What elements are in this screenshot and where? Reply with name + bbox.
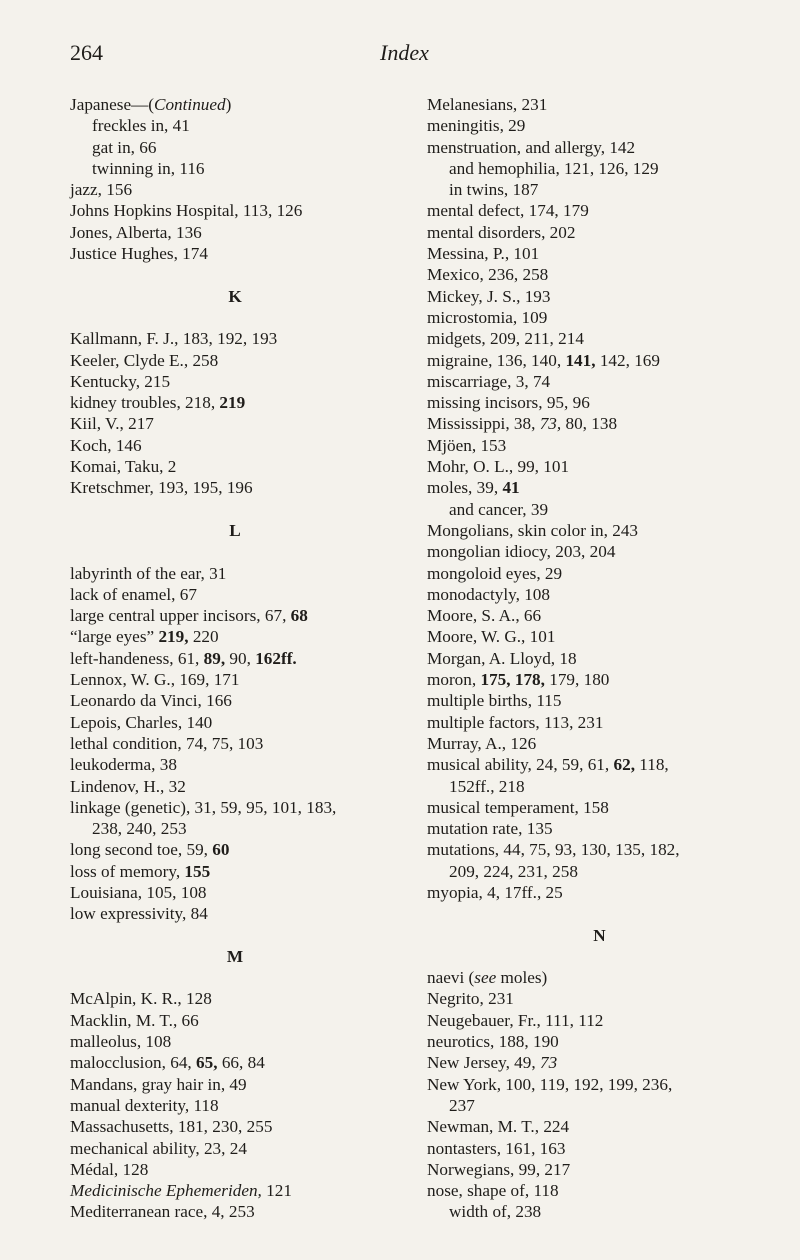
entry-text: Continued [154, 95, 226, 114]
section-letter-heading: K [228, 286, 242, 306]
entry-text: Mississippi, 38, [427, 414, 540, 434]
entry-text: Leonardo da Vinci, 166 [70, 691, 232, 711]
index-entry [427, 839, 772, 860]
section-spacer [70, 307, 400, 328]
entry-text: 80, 138 [561, 414, 618, 434]
entry-text: 89, [203, 648, 226, 668]
section-spacer [427, 946, 772, 967]
entry-text: long second toe, 59, [70, 840, 213, 860]
index-entry [70, 1201, 400, 1222]
entry-text: monodactyly, 108 [427, 584, 550, 604]
index-entry [70, 882, 400, 903]
entry-text: 62, [613, 755, 635, 775]
entry-text: and cancer, 39 [449, 499, 549, 519]
index-entry [427, 754, 772, 775]
entry-text: loss of memory, [70, 861, 185, 881]
entry-text: neurotics, 188, 190 [427, 1032, 559, 1052]
entry-text: Messina, P., 101 [427, 244, 540, 264]
index-entry [70, 435, 400, 456]
index-entry [427, 1031, 772, 1052]
entry-text: large central upper incisors, 67, [70, 606, 291, 626]
entry-text: “large eyes” [70, 627, 159, 647]
section-letter-heading: L [229, 520, 241, 540]
entry-text: 209, 224, 231, 258 [449, 861, 578, 881]
section-spacer [70, 541, 400, 562]
entry-text: freckles in, 41 [92, 116, 190, 136]
entry-text: 60 [212, 840, 230, 860]
index-entry [427, 967, 772, 988]
index-entry [70, 754, 400, 775]
index-subentry [70, 818, 400, 839]
index-entry [427, 1159, 772, 1180]
entry-text: menstruation, and allergy, 142 [427, 137, 636, 157]
entry-text: musical temperament, 158 [427, 797, 609, 817]
entry-text: Moore, W. G., 101 [427, 627, 556, 647]
entry-text: 142, 169 [595, 350, 660, 370]
entry-text: nose, shape of, 118 [427, 1181, 559, 1201]
entry-text: Johns Hopkins Hospital, 113, 126 [70, 201, 303, 221]
index-entry [70, 456, 400, 477]
entry-text: 73, [539, 414, 562, 434]
entry-text: Lennox, W. G., 169, 171 [70, 670, 240, 690]
entry-text: multiple births, 115 [427, 691, 562, 711]
index-entry [70, 350, 400, 371]
index-entry [70, 669, 400, 690]
entry-text: Lepois, Charles, 140 [70, 712, 213, 732]
entry-text: Mjöen, 153 [427, 435, 507, 455]
index-entry [70, 776, 400, 797]
index-entry [427, 648, 772, 669]
entry-text: New York, 100, 119, 192, 199, 236, [427, 1074, 673, 1094]
entry-text: kidney troubles, 218, [70, 393, 220, 413]
entry-text: 220 [188, 627, 219, 647]
entry-text: and hemophilia, 121, 126, 129 [449, 158, 659, 178]
entry-text: see [474, 968, 497, 988]
index-entry [70, 1074, 400, 1095]
entry-text: Louisiana, 105, 108 [70, 882, 207, 902]
entry-text: Jones, Alberta, 136 [70, 222, 202, 242]
index-entry [427, 222, 772, 243]
index-entry [70, 243, 400, 264]
entry-text: 219, [158, 627, 189, 647]
index-subentry [427, 1201, 772, 1222]
entry-text: 121 [261, 1181, 292, 1201]
entry-text: jazz, 156 [70, 180, 133, 200]
entry-text: width of, 238 [449, 1202, 542, 1222]
index-entry [427, 669, 772, 690]
entry-text: Massachusetts, 181, 230, 255 [70, 1117, 273, 1137]
entry-text: 219 [219, 393, 246, 413]
entry-text: twinning in, 116 [92, 158, 205, 178]
entry-text: Japanese—( [70, 95, 154, 114]
entry-text: mechanical ability, 23, 24 [70, 1138, 247, 1158]
index-entry [70, 200, 400, 221]
index-entry [70, 477, 400, 498]
index-entry [70, 179, 400, 200]
index-entry [70, 328, 400, 349]
entry-text: manual dexterity, 118 [70, 1095, 219, 1115]
index-entry [427, 797, 772, 818]
index-entry [70, 1031, 400, 1052]
index-entry [70, 903, 400, 924]
entry-text: Komai, Taku, 2 [70, 457, 177, 477]
section-letter-heading: M [226, 946, 244, 966]
index-entry [70, 1159, 400, 1180]
index-entry [70, 988, 400, 1009]
index-column-left [70, 94, 400, 1223]
entry-text: Kretschmer, 193, 195, 196 [70, 478, 253, 498]
index-entry [427, 1180, 772, 1201]
index-entry [70, 94, 400, 115]
entry-text: Morgan, A. Lloyd, 18 [427, 648, 577, 668]
entry-text: left-handeness, 61, [70, 648, 204, 668]
entry-text: migraine, 136, 140, [427, 350, 566, 370]
index-entry [427, 520, 772, 541]
entry-text: 162ff. [255, 648, 297, 668]
index-entry [427, 563, 772, 584]
index-entry [427, 264, 772, 285]
entry-text: nontasters, 161, 163 [427, 1138, 566, 1158]
entry-text: Melanesians, 231 [427, 95, 548, 114]
entry-text: naevi ( [427, 968, 475, 988]
index-entry [427, 243, 772, 264]
entry-text: Mickey, J. S., 193 [427, 286, 551, 306]
index-entry [70, 1116, 400, 1137]
index-entry [427, 712, 772, 733]
index-entry [427, 1116, 772, 1137]
entry-text: myopia, 4, 17ff., 25 [427, 882, 563, 902]
index-subentry [427, 1095, 772, 1116]
entry-text: musical ability, 24, 59, 61, [427, 755, 614, 775]
page-header [70, 40, 710, 76]
index-entry [427, 435, 772, 456]
index-entry [427, 137, 772, 158]
entry-text: New Jersey, 49, [427, 1053, 540, 1073]
index-entry [70, 797, 400, 818]
entry-text: Lindenov, H., 32 [70, 776, 186, 796]
index-subentry [427, 158, 772, 179]
index-entry [70, 1138, 400, 1159]
index-entry [70, 1180, 400, 1201]
entry-text: in twins, 187 [449, 180, 539, 200]
entry-text: Neugebauer, Fr., 111, 112 [427, 1010, 604, 1030]
index-entry [427, 541, 772, 562]
index-entry [70, 861, 400, 882]
index-entry [427, 584, 772, 605]
entry-text: gat in, 66 [92, 137, 157, 157]
entry-text: 238, 240, 253 [92, 819, 187, 839]
index-entry [70, 563, 400, 584]
entry-text: microstomia, 109 [427, 307, 548, 327]
index-entry [427, 1074, 772, 1095]
index-entry [70, 605, 400, 626]
index-entry [427, 413, 772, 434]
entry-text: lack of enamel, 67 [70, 584, 197, 604]
entry-text: 65, [196, 1053, 218, 1073]
index-entry [70, 1010, 400, 1031]
entry-text: 68 [290, 606, 308, 626]
entry-text: Moore, S. A., 66 [427, 606, 542, 626]
index-entry [427, 350, 772, 371]
entry-text: Newman, M. T., 224 [427, 1117, 570, 1137]
index-entry [70, 712, 400, 733]
entry-text: Médal, 128 [70, 1159, 149, 1179]
index-entry [427, 1010, 772, 1031]
index-entry [427, 328, 772, 349]
index-entry [427, 690, 772, 711]
entry-text: moles, 39, [427, 478, 503, 498]
section-letter-heading: N [593, 925, 606, 945]
entry-text: Negrito, 231 [427, 989, 514, 1009]
index-column-right [427, 94, 772, 1223]
index-entry [427, 200, 772, 221]
entry-text: mongolian idiocy, 203, 204 [427, 542, 616, 562]
index-entry [427, 1052, 772, 1073]
entry-text: moron, [427, 670, 481, 690]
section-spacer [70, 499, 400, 520]
entry-text: 179, 180 [544, 670, 610, 690]
entry-text: 90, [225, 648, 256, 668]
index-entry [427, 882, 772, 903]
entry-text: lethal condition, 74, 75, 103 [70, 733, 264, 753]
entry-text: multiple factors, 113, 231 [427, 712, 604, 732]
index-entry [70, 584, 400, 605]
entry-text: Mohr, O. L., 99, 101 [427, 457, 570, 477]
index-entry [70, 839, 400, 860]
index-entry [70, 222, 400, 243]
index-entry [70, 371, 400, 392]
index-entry [70, 626, 400, 647]
index-entry [70, 392, 400, 413]
entry-text: midgets, 209, 211, 214 [427, 329, 584, 349]
index-subentry [70, 137, 400, 158]
index-entry [427, 733, 772, 754]
entry-text: miscarriage, 3, 74 [427, 371, 551, 391]
section-spacer [427, 903, 772, 924]
running-title: Index [380, 40, 429, 65]
index-entry [70, 1052, 400, 1073]
index-entry [427, 477, 772, 498]
entry-text: Medicinische Ephemeriden, [70, 1181, 262, 1201]
index-entry [427, 818, 772, 839]
index-entry [427, 456, 772, 477]
entry-text: Kallmann, F. J., 183, 192, 193 [70, 329, 278, 349]
index-subentry [427, 499, 772, 520]
section-spacer [70, 925, 400, 946]
entry-text: mongoloid eyes, 29 [427, 563, 563, 583]
entry-text: mental defect, 174, 179 [427, 201, 589, 221]
entry-text: Macklin, M. T., 66 [70, 1010, 199, 1030]
index-entry [427, 115, 772, 136]
entry-text: 118, [634, 755, 669, 775]
entry-text: 237 [449, 1095, 475, 1115]
entry-text: Mediterranean race, 4, 253 [70, 1202, 255, 1222]
entry-text: 66, 84 [217, 1053, 265, 1073]
index-entry [427, 988, 772, 1009]
entry-text: meningitis, 29 [427, 116, 526, 136]
index-entry [70, 733, 400, 754]
entry-text: Norwegians, 99, 217 [427, 1159, 571, 1179]
index-entry [427, 605, 772, 626]
index-entry [427, 1138, 772, 1159]
entry-text: 155 [184, 861, 211, 881]
entry-text: Mongolians, skin color in, 243 [427, 520, 639, 540]
section-spacer [70, 967, 400, 988]
index-entry [70, 413, 400, 434]
entry-text: linkage (genetic), 31, 59, 95, 101, 183, [70, 797, 337, 817]
entry-text: Kiil, V., 217 [70, 414, 154, 434]
entry-text: mutation rate, 135 [427, 819, 553, 839]
index-entry [70, 690, 400, 711]
index-entry [427, 286, 772, 307]
index-entry [70, 1095, 400, 1116]
entry-text: low expressivity, 84 [70, 904, 208, 924]
entry-text: missing incisors, 95, 96 [427, 393, 590, 413]
entry-text: mental disorders, 202 [427, 222, 576, 242]
index-subentry [70, 158, 400, 179]
entry-text: 73 [539, 1053, 558, 1073]
entry-text: Kentucky, 215 [70, 371, 171, 391]
index-subentry [427, 179, 772, 200]
index-entry [427, 626, 772, 647]
index-entry [427, 94, 772, 115]
entry-text: mutations, 44, 75, 93, 130, 135, 182, [427, 840, 680, 860]
entry-text: 41 [502, 478, 520, 498]
entry-text: Koch, 146 [70, 435, 142, 455]
entry-text: malocclusion, 64, [70, 1053, 197, 1073]
entry-text: labyrinth of the ear, 31 [70, 563, 227, 583]
index-entry [427, 307, 772, 328]
index-subentry [427, 776, 772, 797]
entry-text: moles) [496, 968, 548, 988]
entry-text: malleolus, 108 [70, 1032, 172, 1052]
index-subentry [427, 861, 772, 882]
entry-text: 141, [565, 350, 596, 370]
entry-text: Mexico, 236, 258 [427, 265, 549, 285]
entry-text: McAlpin, K. R., 128 [70, 989, 212, 1009]
page-number: 264 [70, 40, 103, 65]
section-spacer [70, 264, 400, 285]
entry-text: 152ff., 218 [449, 776, 525, 796]
entry-text: Mandans, gray hair in, 49 [70, 1074, 247, 1094]
index-subentry [70, 115, 400, 136]
entry-text: Keeler, Clyde E., 258 [70, 350, 219, 370]
entry-text: ) [225, 95, 232, 114]
entry-text: leukoderma, 38 [70, 755, 177, 775]
entry-text: Murray, A., 126 [427, 733, 537, 753]
entry-text: Justice Hughes, 174 [70, 244, 208, 264]
index-entry [427, 371, 772, 392]
entry-text: 175, 178, [480, 670, 545, 690]
index-entry [70, 648, 400, 669]
index-entry [427, 392, 772, 413]
